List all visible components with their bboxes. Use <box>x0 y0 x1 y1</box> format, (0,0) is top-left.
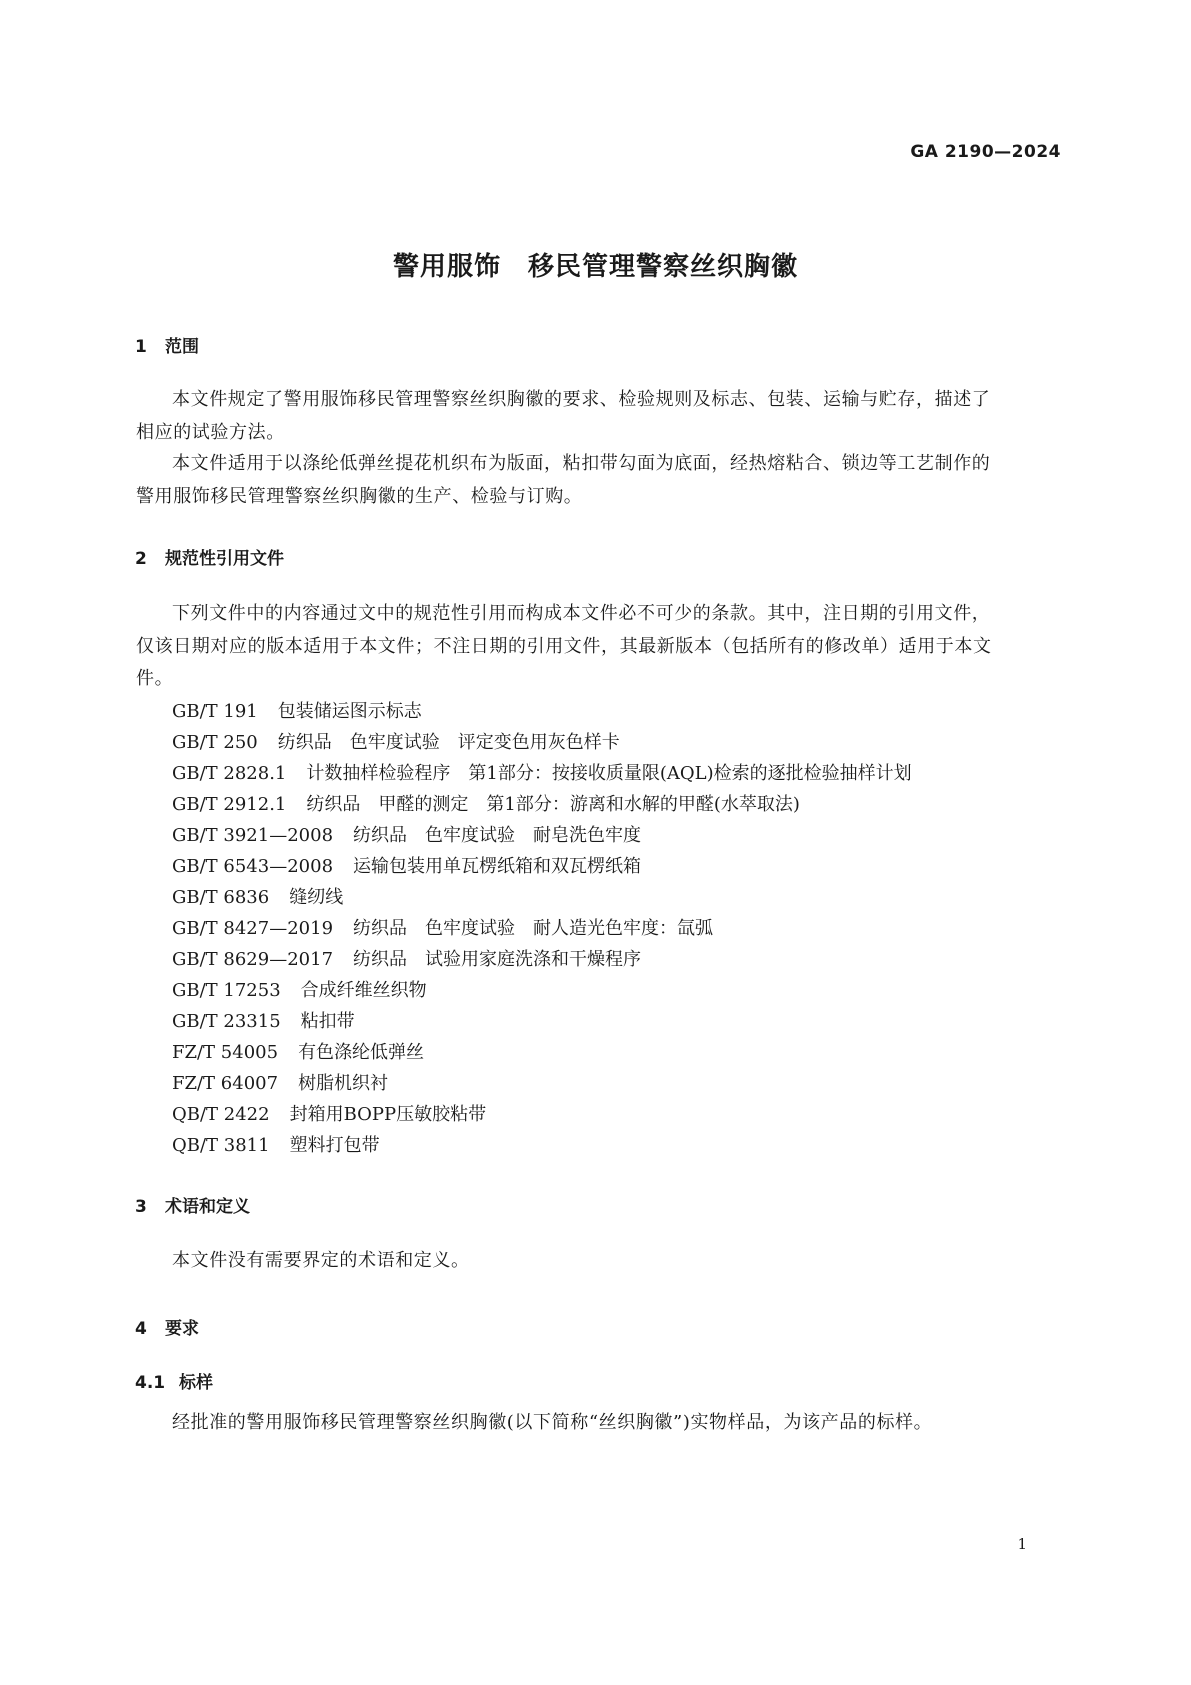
reference-code: GB/T 17253 <box>172 980 281 1001</box>
paragraph: 下列文件中的内容通过文中的规范性引用而构成本文件必不可少的条款。其中，注日期的引用文件，仅该日期对应的版本适用于本文件；不注日期的引用文件，其最新版本（包括所有的修改单）适用于本文件。 <box>136 603 992 689</box>
reference-title: 纺织品 色牢度试验 耐皂洗色牢度 <box>353 825 642 846</box>
reference-title: 塑料打包带 <box>289 1135 380 1156</box>
section-title: 要求 <box>165 1319 199 1339</box>
reference-title: 树脂机织衬 <box>298 1073 389 1094</box>
document-title: 警用服饰 移民管理警察丝织胸徽 <box>392 252 798 282</box>
reference-code: QB/T 2422 <box>172 1104 270 1125</box>
reference-item <box>172 945 641 971</box>
section-title: 标样 <box>179 1373 213 1393</box>
section-title: 规范性引用文件 <box>165 549 284 569</box>
reference-item <box>172 1100 486 1126</box>
section-heading-terms <box>135 1192 250 1217</box>
reference-item <box>172 852 641 878</box>
reference-title: 纺织品 色牢度试验 耐人造光色牢度：氙弧 <box>353 918 714 939</box>
reference-code: GB/T 6836 <box>172 887 270 908</box>
reference-item <box>172 883 343 909</box>
reference-code: GB/T 191 <box>172 701 258 722</box>
reference-item <box>172 1038 424 1064</box>
section-title: 术语和定义 <box>165 1197 250 1217</box>
subsection-heading-standard-sample <box>135 1368 213 1393</box>
reference-item <box>172 976 427 1002</box>
reference-item <box>172 728 620 754</box>
reference-title: 纺织品 色牢度试验 评定变色用灰色样卡 <box>277 732 620 753</box>
reference-code: FZ/T 64007 <box>172 1073 279 1094</box>
reference-code: GB/T 8427—2019 <box>172 918 334 939</box>
reference-title: 粘扣带 <box>300 1011 355 1032</box>
reference-item <box>172 1131 380 1157</box>
reference-code: GB/T 2828.1 <box>172 763 287 784</box>
reference-title: 纺织品 试验用家庭洗涤和干燥程序 <box>353 949 642 970</box>
section-title: 范围 <box>165 337 199 357</box>
reference-code: GB/T 3921—2008 <box>172 825 334 846</box>
reference-item <box>172 1007 355 1033</box>
section-number: 4 <box>135 1319 147 1339</box>
reference-title: 缝纫线 <box>289 887 344 908</box>
reference-item <box>172 821 641 847</box>
paragraph: 本文件规定了警用服饰移民管理警察丝织胸徽的要求、检验规则及标志、包装、运输与贮存，描述了相应的试验方法。 <box>136 389 991 443</box>
reference-item <box>172 697 422 723</box>
reference-title: 计数抽样检验程序 第1部分：按接收质量限(AQL)检索的逐批检验抽样计划 <box>306 763 912 784</box>
paragraph: 经批准的警用服饰移民管理警察丝织胸徽(以下简称“丝织胸徽”)实物样品，为该产品的标样。 <box>172 1412 933 1433</box>
reference-item <box>172 914 713 940</box>
section-number: 2 <box>135 549 147 569</box>
reference-item <box>172 1069 388 1095</box>
reference-title: 运输包装用单瓦楞纸箱和双瓦楞纸箱 <box>353 856 642 877</box>
section-heading-requirements <box>135 1314 199 1339</box>
reference-code: GB/T 2912.1 <box>172 794 287 815</box>
section-number: 4.1 <box>135 1373 166 1393</box>
reference-code: GB/T 250 <box>172 732 258 753</box>
reference-title: 合成纤维丝织物 <box>300 980 427 1001</box>
section-number: 3 <box>135 1197 147 1217</box>
reference-code: QB/T 3811 <box>172 1135 270 1156</box>
reference-item <box>172 790 800 816</box>
document-code: GA 2190—2024 <box>910 142 1061 162</box>
reference-title: 有色涤纶低弹丝 <box>298 1042 425 1063</box>
reference-title: 封箱用BOPP压敏胶粘带 <box>289 1104 487 1125</box>
reference-item <box>172 759 912 785</box>
reference-title: 纺织品 甲醛的测定 第1部分：游离和水解的甲醛(水萃取法) <box>306 794 800 815</box>
section-number: 1 <box>135 337 147 357</box>
page-number: 1 <box>1017 1535 1027 1553</box>
paragraph: 本文件没有需要界定的术语和定义。 <box>172 1250 470 1271</box>
paragraph: 本文件适用于以涤纶低弹丝提花机织布为版面，粘扣带勾面为底面，经热熔粘合、锁边等工艺制作的警用服饰移民管理警察丝织胸徽的生产、检验与订购。 <box>136 453 991 507</box>
reference-code: GB/T 6543—2008 <box>172 856 334 877</box>
reference-code: FZ/T 54005 <box>172 1042 279 1063</box>
section-heading-normative-references <box>135 544 284 569</box>
section-heading-scope <box>135 332 199 357</box>
reference-code: GB/T 23315 <box>172 1011 281 1032</box>
reference-code: GB/T 8629—2017 <box>172 949 334 970</box>
reference-title: 包装储运图示标志 <box>277 701 422 722</box>
